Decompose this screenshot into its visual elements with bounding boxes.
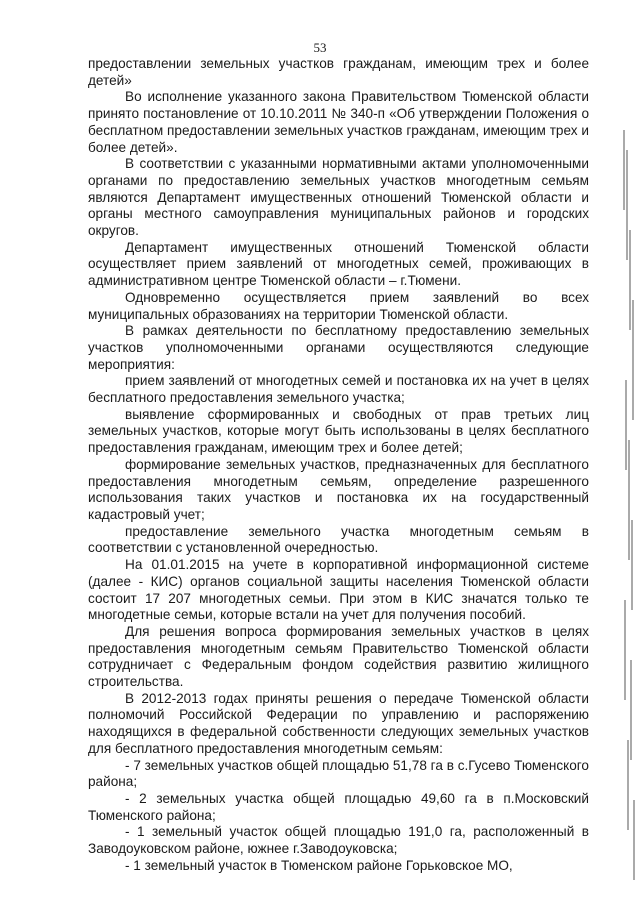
paragraph: - 1 земельный участок в Тюменском районе Горьковское МО,	[125, 857, 513, 873]
paragraph: - 2 земельных участка общей площадью 49,60 га в п.Московский Тюменского района;	[88, 790, 589, 823]
document-body	[88, 56, 589, 874]
paragraph: Департамент имущественных отношений Тюменской области осуществляет прием заявлений от многодетных семей, проживающих в административном центре Тюменской области – г.Тюмени.	[88, 239, 589, 289]
paragraph: В соответствии с указанными нормативными актами уполномоченными органами по предоставлению земельных участков многодетным семьям являются Департамент имущественных отношений Тюменской области и органы местного самоуправления муниципальных районов и городских округов.	[88, 156, 589, 239]
paragraph: Для решения вопроса формирования земельных участков в целях предоставления многодетным семьям Правительство Тюменской области сотрудничает с Федеральным фондом содействия развитию жилищного строительства.	[88, 623, 589, 690]
paragraph: предоставлении земельных участков гражданам, имеющим трех и более детей»	[88, 56, 589, 88]
scan-edge-artifact	[618, 0, 640, 905]
paragraph: - 7 земельных участков общей площадью 51,78 га в с.Гусево Тюменского района;	[88, 757, 589, 790]
paragraph: В 2012-2013 годах приняты решения о передаче Тюменской области полномочий Российской Федерации по управлению и распоряжению находящихся в федеральной собственности следующих земельных участков для бесплатного предоставления многодетным семьям:	[88, 690, 589, 756]
paragraph: Во исполнение указанного закона Правительством Тюменской области принято постановление от 10.10.2011 № 340-п «Об утверждении Положения о бесплатном предоставлении земельных участков гражданам, имеющим трех и более детей».	[88, 89, 589, 155]
page-number: 53	[313, 40, 327, 55]
paragraph: Одновременно осуществляется прием заявлений во всех муниципальных образованиях на территории Тюменской области.	[88, 289, 589, 322]
paragraph: формирование земельных участков, предназначенных для бесплатного предоставления многодетным семьям, определение разрешенного использования таких участков и постановка их на государственный кадастровый учет;	[88, 456, 589, 522]
paragraph: выявление сформированных и свободных от прав третьих лиц земельных участков, которые могут быть использованы в целях бесплатного предоставления гражданам, имеющим трех и более детей;	[88, 406, 589, 456]
paragraph: - 1 земельный участок общей площадью 191,0 га, расположенный в Заводоуковском районе, южнее г.Заводоуковска;	[88, 824, 589, 857]
paragraph: На 01.01.2015 на учете в корпоративной информационной системе (далее - КИС) органов социальной защиты населения Тюменской области состоит 17 207 многодетных семьи. При этом в КИС значатся только те многодетные семьи, которые встали на учет для получения пособий.	[88, 557, 589, 623]
paragraph: прием заявлений от многодетных семей и постановка их на учет в целях бесплатного предоставления земельного участка;	[88, 373, 589, 406]
paragraph: предоставление земельного участка многодетным семьям в соответствии с установленной очередностью.	[88, 523, 589, 556]
paragraph: В рамках деятельности по бесплатному предоставлению земельных участков уполномоченными органами осуществляются следующие мероприятия:	[88, 323, 589, 372]
